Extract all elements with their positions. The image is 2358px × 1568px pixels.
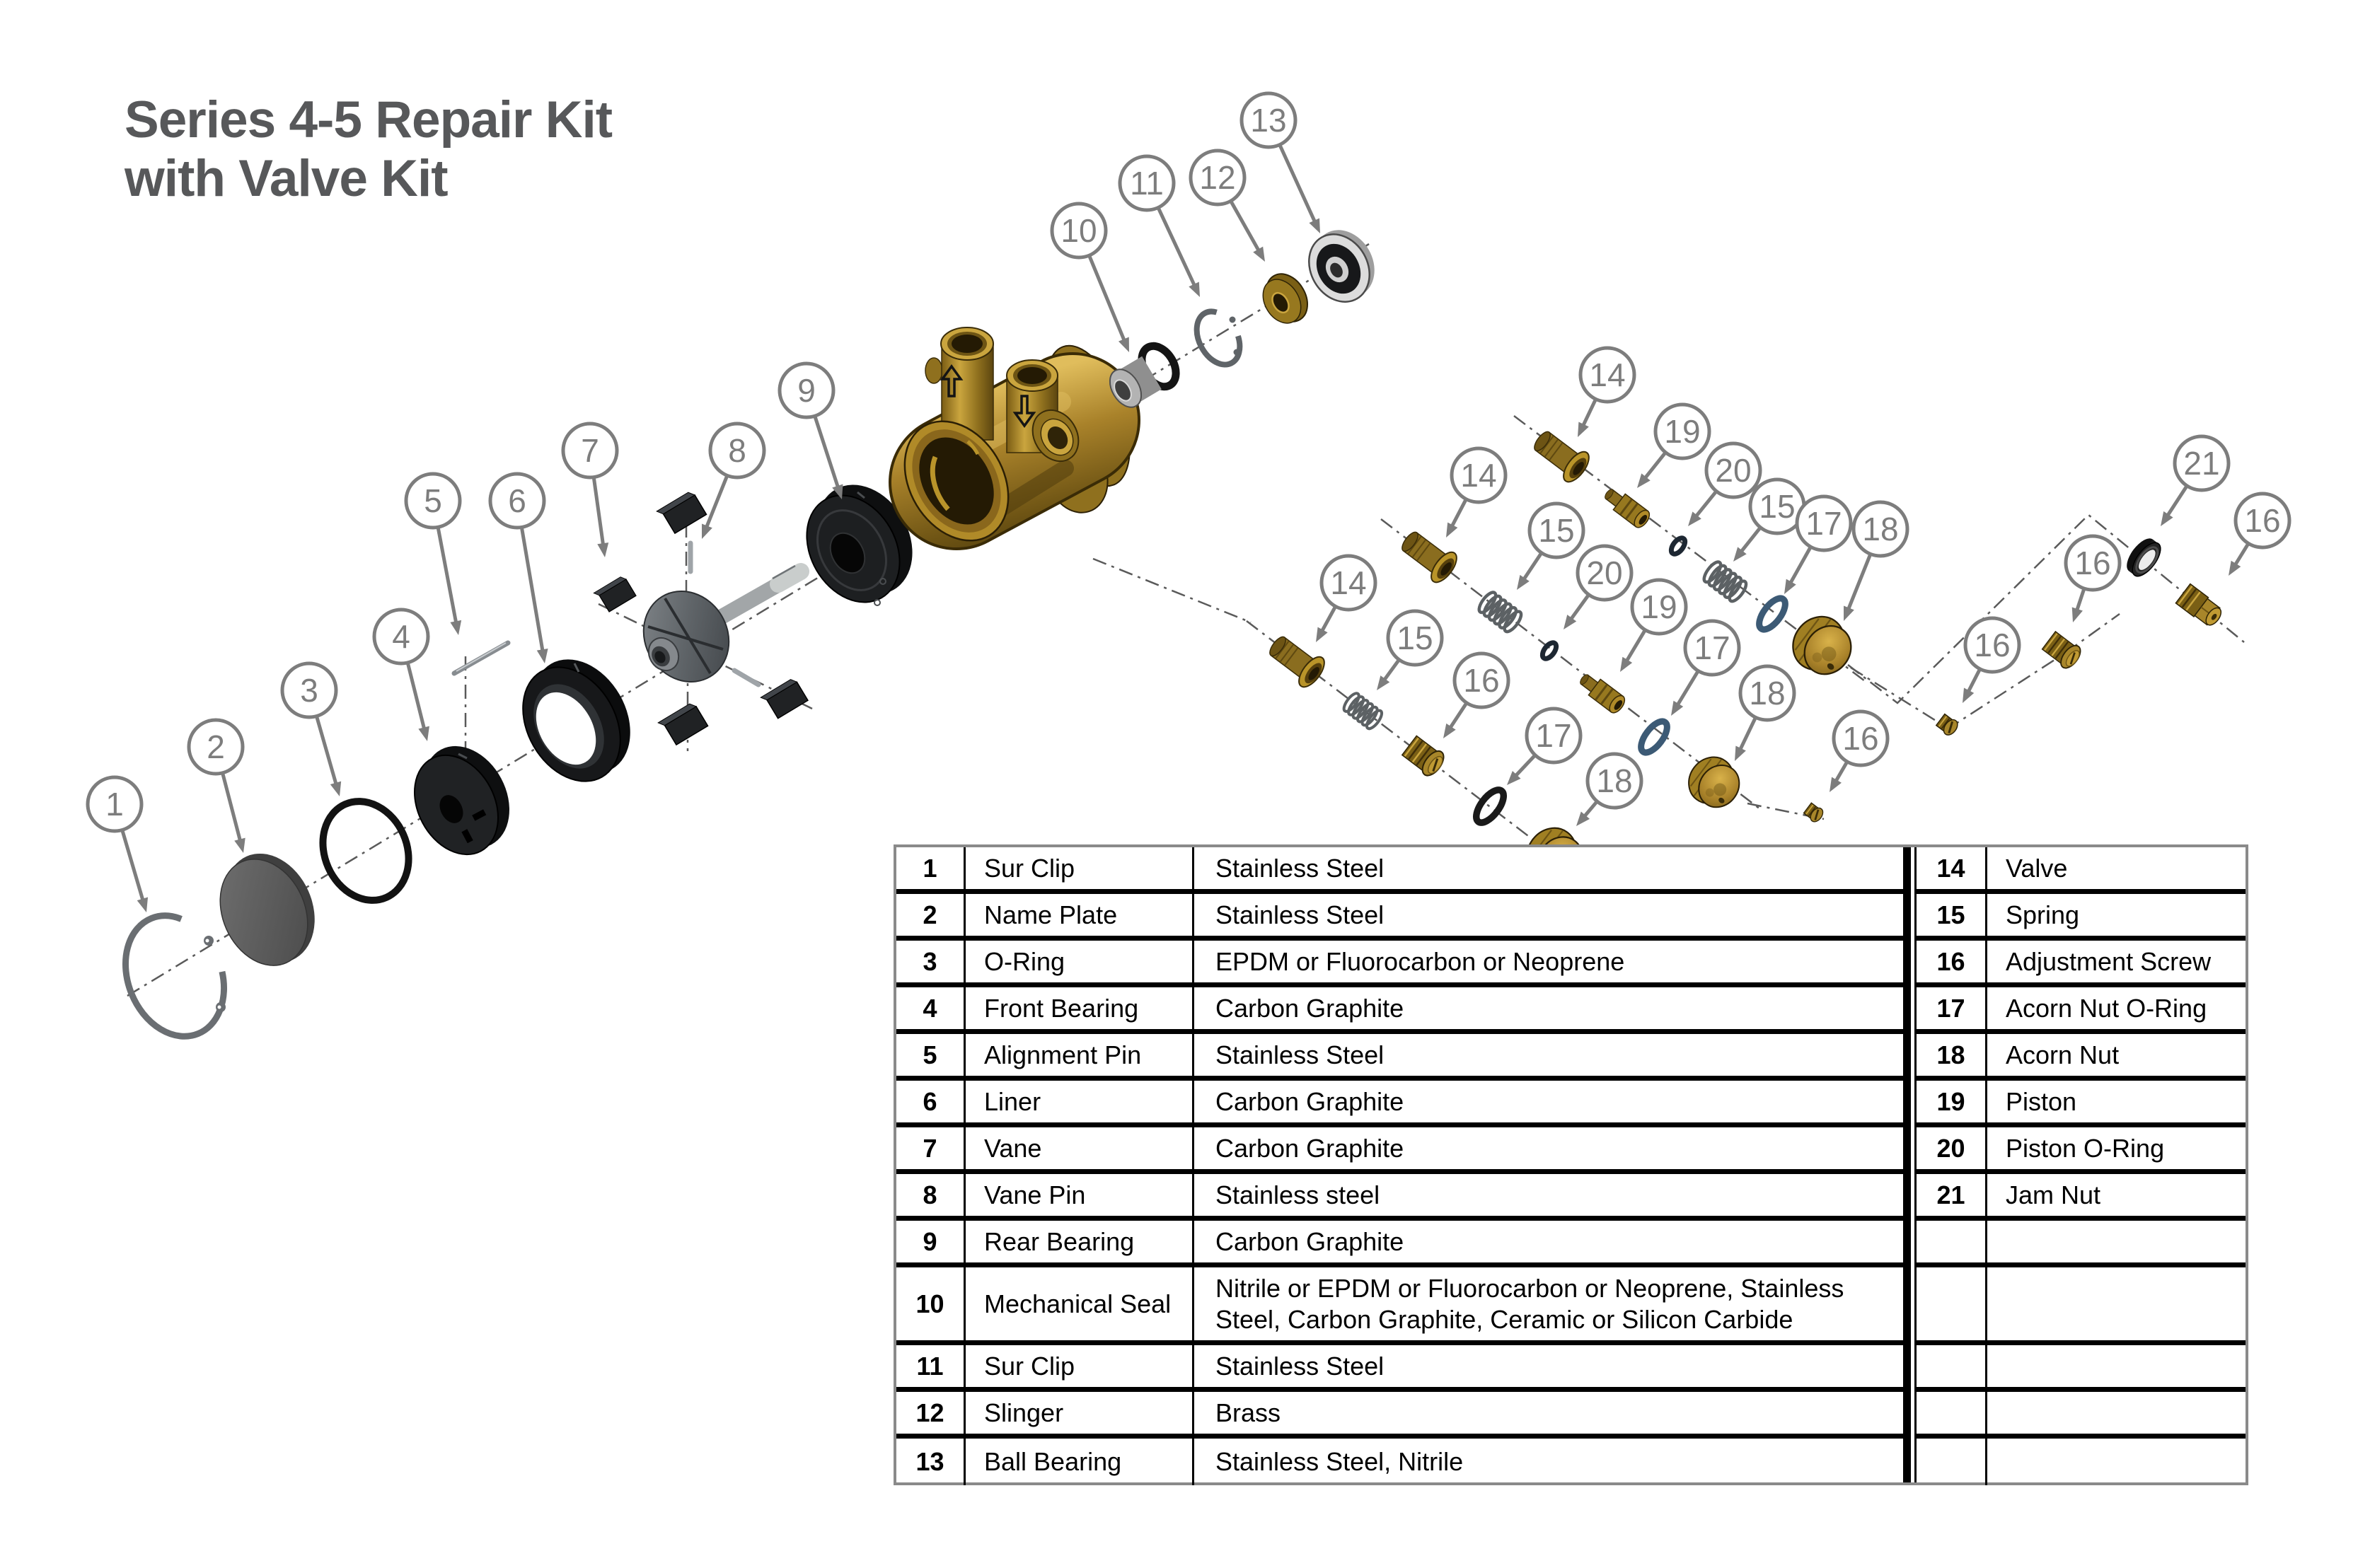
table-row (896, 1081, 1903, 1127)
table-row (1917, 1392, 2246, 1439)
part-name-cell (1987, 1345, 2246, 1387)
callout-leader-line (1570, 596, 1588, 620)
part-o-ring-3 (308, 788, 424, 914)
callout-arrowhead-icon (1316, 627, 1328, 642)
callout-leader-line (815, 417, 838, 489)
part-number-cell (1917, 1221, 1987, 1262)
callout-number: 10 (1060, 212, 1097, 249)
callout-arrowhead-icon (1578, 422, 1589, 437)
callout-arrowhead-icon (597, 542, 608, 557)
table-row (1917, 1345, 2246, 1392)
body-to-valve-centerline (1093, 559, 1251, 622)
part-number-cell: 11 (896, 1345, 966, 1387)
callout-leader-line (1790, 548, 1810, 584)
part-name-cell (1987, 1439, 2246, 1485)
callout-10 (1052, 204, 1129, 352)
table-row (1917, 894, 2246, 941)
callout-number: 16 (1463, 662, 1500, 699)
table-row (896, 1267, 1903, 1345)
callout-leader-line (1967, 670, 1979, 693)
callout-number: 16 (2074, 545, 2111, 581)
callout-arrowhead-icon (418, 726, 429, 741)
table-row (1917, 1081, 2246, 1127)
callout-leader-line (1644, 453, 1665, 479)
callout-18 (1576, 754, 1641, 826)
callout-leader-line (1848, 555, 1870, 610)
table-row (896, 987, 1903, 1034)
callout-number: 21 (2183, 445, 2220, 482)
part-name-cell (1987, 1392, 2246, 1434)
callout-leader-line (223, 774, 241, 842)
callout-number: 13 (1250, 102, 1287, 139)
callout-leader-line (2167, 487, 2186, 517)
part-material-cell: Stainless steel (1215, 1180, 1380, 1209)
part-material-cell: Stainless Steel (1215, 853, 1385, 883)
callout-leader-line (122, 831, 143, 901)
callout-number: 17 (1694, 629, 1730, 666)
part-name-cell: Acorn Nut (2006, 1040, 2120, 1069)
callout-18 (1844, 502, 1907, 621)
part-number-cell: 3 (896, 941, 966, 982)
callout-14 (1446, 448, 1505, 538)
part-name-cell (1987, 1221, 2246, 1262)
callout-arrowhead-icon (1620, 657, 1632, 672)
callout-arrowhead-icon (2161, 511, 2173, 526)
callout-21 (2161, 436, 2229, 526)
callout-leader-line (1515, 756, 1535, 777)
table-row (896, 1392, 1903, 1439)
callout-19 (1637, 405, 1709, 488)
callout-leader-line (1232, 202, 1260, 252)
part-name-cell: Front Bearing (966, 987, 1194, 1029)
part-number-cell (1917, 1439, 1987, 1485)
part-number-cell: 12 (896, 1392, 966, 1434)
callout-leader-line (1523, 554, 1541, 580)
callout-19 (1620, 580, 1686, 672)
table-row (1917, 1439, 2246, 1485)
callout-number: 1 (105, 786, 124, 823)
part-number-cell: 14 (1917, 847, 1987, 889)
part-number-cell: 10 (896, 1267, 966, 1340)
callout-18 (1735, 666, 1794, 761)
callout-number: 20 (1586, 554, 1623, 591)
callout-number: 19 (1664, 413, 1701, 450)
callout-arrowhead-icon (1830, 777, 1842, 792)
callout-17 (1507, 709, 1580, 785)
part-number-cell: 19 (1917, 1081, 1987, 1122)
callout-leader-line (1740, 528, 1759, 552)
part-number-cell: 16 (1917, 941, 1987, 982)
callout-14 (1316, 556, 1375, 642)
table-row (896, 941, 1903, 987)
callout-20 (1688, 443, 1760, 526)
part-name-cell: Jam Nut (2006, 1180, 2101, 1209)
part-material-cell: Stainless Steel (1215, 900, 1385, 929)
callout-number: 8 (728, 432, 746, 469)
part-name-cell: Slinger (966, 1392, 1194, 1434)
callout-number: 18 (1862, 511, 1899, 547)
callout-arrowhead-icon (330, 782, 341, 796)
callout-arrowhead-icon (1963, 688, 1974, 703)
callout-7 (563, 424, 617, 557)
part-name-cell: Adjustment Screw (2006, 946, 2212, 976)
callout-arrowhead-icon (1844, 605, 1854, 621)
part-number-cell: 18 (1917, 1034, 1987, 1076)
callout-number: 9 (797, 372, 816, 409)
pump-body (884, 327, 1146, 559)
callout-arrowhead-icon (1735, 746, 1746, 761)
callout-9 (780, 364, 843, 499)
part-material-cell: Carbon Graphite (1215, 1133, 1404, 1163)
callout-16 (1830, 712, 1888, 792)
part-material-cell: Carbon Graphite (1215, 993, 1404, 1023)
part-number-cell: 9 (896, 1221, 966, 1262)
table-row (1917, 1267, 2246, 1345)
parts-table (894, 844, 2248, 1485)
part-number-cell: 2 (896, 894, 966, 936)
callout-3 (282, 663, 341, 796)
callout-8 (702, 424, 764, 539)
callout-arrowhead-icon (1119, 337, 1129, 352)
callout-number: 19 (1641, 588, 1677, 625)
callout-20 (1564, 546, 1631, 629)
part-number-cell (1917, 1392, 1987, 1434)
callout-leader-line (438, 528, 456, 624)
table-row (896, 1034, 1903, 1081)
callout-leader-line (1677, 672, 1697, 706)
parts-table-right (1914, 847, 2246, 1482)
part-name-cell: Acorn Nut O-Ring (2006, 993, 2207, 1023)
callout-arrowhead-icon (1517, 575, 1530, 590)
callout-16 (2066, 536, 2120, 622)
callout-number: 16 (2244, 502, 2281, 539)
part-name-plate-2 (204, 840, 331, 980)
callout-13 (1242, 93, 1320, 233)
callout-number: 16 (1974, 627, 2011, 663)
callout-leader-line (317, 717, 337, 785)
callout-leader-line (1159, 209, 1195, 286)
callout-leader-line (1583, 803, 1596, 818)
callout-leader-line (1740, 719, 1755, 750)
part-front-bearing-4 (398, 731, 527, 869)
callout-arrowhead-icon (702, 523, 712, 539)
callout-number: 11 (1130, 165, 1164, 202)
callout-arrowhead-icon (1671, 701, 1683, 716)
callout-number: 15 (1759, 488, 1796, 525)
callout-leader-line (706, 477, 727, 528)
callout-arrowhead-icon (2072, 607, 2083, 622)
part-number-cell (1917, 1345, 1987, 1387)
part-number-cell: 5 (896, 1034, 966, 1076)
callout-number: 14 (1589, 356, 1626, 393)
callout-number: 17 (1805, 505, 1842, 542)
callout-arrowhead-icon (450, 620, 461, 635)
callout-4 (374, 610, 429, 741)
table-row (896, 1439, 1903, 1485)
callout-leader-line (1451, 500, 1465, 527)
callout-leader-line (1626, 631, 1644, 662)
part-name-cell: O-Ring (966, 941, 1194, 982)
callout-arrowhead-icon (1253, 247, 1265, 262)
callout-arrowhead-icon (137, 898, 148, 912)
callout-16 (1963, 618, 2019, 703)
callout-number: 18 (1749, 675, 1786, 712)
table-row (1917, 987, 2246, 1034)
callout-number: 15 (1538, 512, 1575, 549)
part-name-cell: Rear Bearing (966, 1221, 1194, 1262)
callout-15 (1377, 611, 1442, 690)
part-number-cell: 17 (1917, 987, 1987, 1029)
callout-leader-line (1383, 661, 1398, 681)
callout-16 (1443, 654, 1508, 738)
part-name-cell: Liner (966, 1081, 1194, 1122)
table-row (896, 1221, 1903, 1267)
table-row (1917, 1174, 2246, 1221)
callout-leader-line (408, 664, 424, 731)
table-row (1917, 941, 2246, 987)
part-sur-clip-1 (108, 901, 241, 1052)
callout-arrowhead-icon (234, 838, 245, 853)
part-material-cell: Stainless Steel, Nitrile (1215, 1447, 1464, 1477)
part-material-cell: Brass (1215, 1398, 1281, 1427)
part-name-cell: Piston (2006, 1086, 2077, 1116)
part-name-cell: Vane (966, 1127, 1194, 1169)
callout-leader-line (522, 528, 543, 652)
callout-leader-line (1322, 608, 1335, 632)
callout-arrowhead-icon (1446, 523, 1457, 538)
callout-number: 14 (1330, 564, 1367, 601)
table-row (896, 1345, 1903, 1392)
callout-17 (1671, 621, 1739, 716)
part-material-cell: Stainless Steel (1215, 1040, 1385, 1069)
callout-11 (1120, 156, 1200, 297)
part-number-cell: 20 (1917, 1127, 1987, 1169)
part-name-cell: Spring (2006, 900, 2080, 929)
table-row (1917, 1034, 2246, 1081)
part-material-cell: EPDM or Fluorocarbon or Neoprene (1215, 946, 1625, 976)
title-line-1: Series 4-5 Repair Kit (125, 91, 613, 149)
part-number-cell: 1 (896, 847, 966, 889)
part-material-cell: Nitrile or EPDM or Fluorocarbon or Neoprene, Stainless Steel, Carbon Graphite, Ceramic or Silicon Carbide (1215, 1273, 1844, 1334)
callout-15 (1517, 504, 1583, 590)
callout-leader-line (2076, 590, 2084, 612)
callout-12 (1191, 151, 1265, 262)
part-name-cell (1987, 1267, 2246, 1340)
callout-16 (2229, 494, 2289, 576)
callout-arrowhead-icon (1189, 281, 1200, 297)
table-row (896, 1127, 1903, 1174)
part-number-cell: 21 (1917, 1174, 1987, 1216)
callout-leader-line (1695, 492, 1716, 517)
callout-number: 20 (1715, 452, 1752, 489)
callout-arrowhead-icon (1784, 579, 1796, 594)
callout-number: 6 (508, 482, 526, 519)
part-material-cell: Stainless Steel (1215, 1351, 1385, 1381)
part-name-cell: Piston O-Ring (2006, 1133, 2165, 1163)
callout-number: 18 (1596, 762, 1633, 799)
table-row (1917, 847, 2246, 894)
table-row (1917, 1127, 2246, 1174)
callout-number: 4 (392, 618, 410, 655)
table-row (896, 1174, 1903, 1221)
callout-leader-line (1835, 763, 1846, 783)
callout-2 (189, 720, 245, 853)
callout-number: 7 (581, 432, 599, 469)
part-material-cell: Carbon Graphite (1215, 1226, 1404, 1256)
part-number-cell: 13 (896, 1439, 966, 1485)
callout-arrowhead-icon (1443, 724, 1456, 738)
part-number-cell (1917, 1267, 1987, 1340)
callout-leader-line (1450, 704, 1466, 728)
part-number-cell: 4 (896, 987, 966, 1029)
callout-number: 14 (1460, 457, 1497, 494)
callout-leader-line (594, 479, 603, 547)
part-number-cell: 15 (1917, 894, 1987, 936)
callout-1 (88, 777, 148, 912)
part-sur-clip-11 (1188, 304, 1248, 372)
callout-arrowhead-icon (2229, 561, 2241, 576)
callout-6 (490, 474, 548, 663)
part-number-cell: 8 (896, 1174, 966, 1216)
callout-arrowhead-icon (1309, 218, 1320, 233)
part-name-cell: Valve (2006, 853, 2068, 883)
callout-14 (1578, 348, 1634, 437)
callout-leader-line (2234, 545, 2248, 566)
part-slinger-12 (1255, 267, 1315, 330)
table-row (896, 847, 1903, 894)
callout-number: 15 (1397, 620, 1433, 656)
callout-number: 16 (1842, 720, 1879, 757)
table-row (1917, 1221, 2246, 1267)
part-name-cell: Sur Clip (966, 847, 1194, 889)
callout-number: 3 (300, 672, 318, 709)
part-number-cell: 7 (896, 1127, 966, 1169)
title-line-2: with Valve Kit (125, 150, 448, 207)
part-name-cell: Name Plate (966, 894, 1194, 936)
parts-table-left (896, 847, 1911, 1482)
callout-number: 2 (207, 728, 225, 765)
part-material-cell: Carbon Graphite (1215, 1086, 1404, 1116)
callout-5 (406, 474, 461, 635)
far-right-chain (1803, 534, 2225, 824)
part-ball-bearing-13 (1297, 219, 1386, 313)
callout-number: 5 (424, 482, 442, 519)
callout-arrowhead-icon (537, 649, 548, 663)
callout-leader-line (1090, 257, 1125, 342)
part-alignment-pin-5 (454, 643, 508, 673)
part-name-cell: Sur Clip (966, 1345, 1194, 1387)
part-name-cell: Mechanical Seal (966, 1267, 1194, 1340)
part-number-cell: 6 (896, 1081, 966, 1122)
part-name-cell: Alignment Pin (966, 1034, 1194, 1076)
callout-leader-line (1583, 400, 1595, 426)
part-name-cell: Ball Bearing (966, 1439, 1194, 1485)
callout-number: 17 (1535, 717, 1572, 754)
callout-number: 12 (1199, 159, 1236, 196)
table-row (896, 894, 1903, 941)
part-name-cell: Vane Pin (966, 1174, 1194, 1216)
part-liner-6 (503, 642, 649, 799)
callout-leader-line (1281, 146, 1316, 223)
